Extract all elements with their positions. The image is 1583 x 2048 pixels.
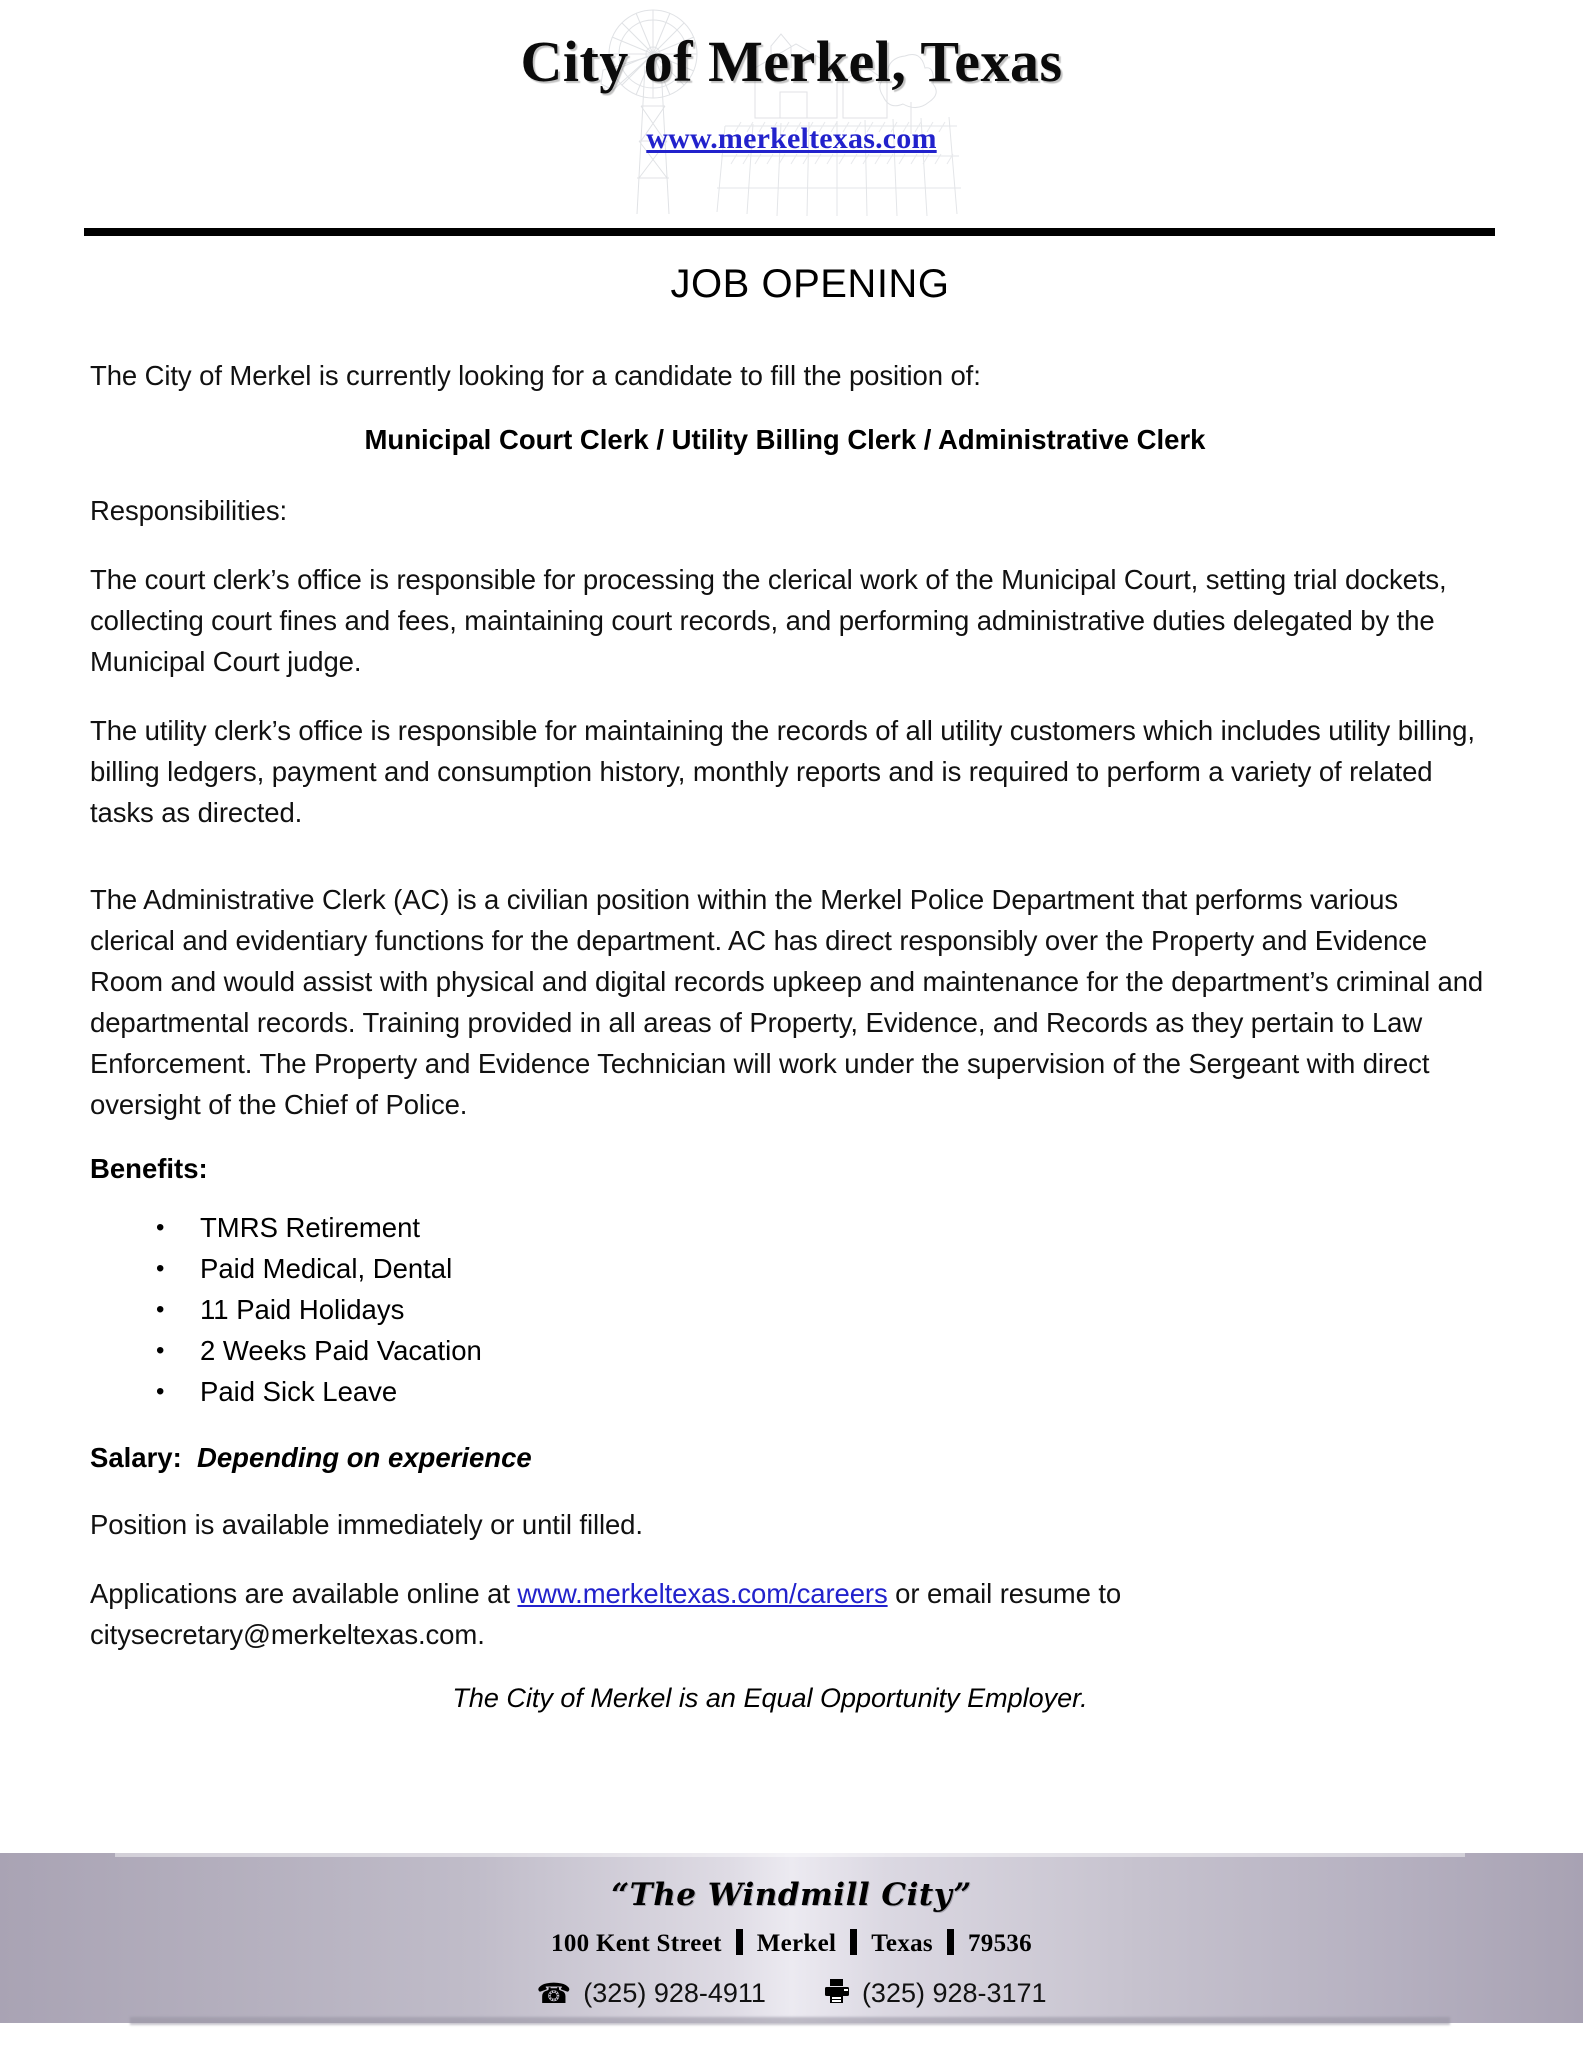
list-item bbox=[138, 1371, 1490, 1412]
fax-contact bbox=[824, 1978, 1047, 2009]
utility-clerk-paragraph: The utility clerk’s office is responsible for maintaining the records of all utility customers which includes utility billing, billing ledgers, payment and consumption history, monthly reports and is required to perform a variety of related tasks as directed. bbox=[90, 715, 1475, 828]
list-item bbox=[138, 1330, 1490, 1371]
applications-suffix: or email resume to citysecretary@merkeltexas.com. bbox=[90, 1578, 1122, 1650]
footer-bottom-shadow bbox=[130, 2017, 1450, 2025]
bullet-icon: • bbox=[156, 1337, 165, 1364]
benefits-list bbox=[90, 1207, 1490, 1412]
admin-clerk-paragraph: The Administrative Clerk (AC) is a civilian position within the Merkel Police Department that performs various clerical and evidentiary functions for the department. AC has direct responsibly over the Property and Evidence Room and would assist with physical and digital records upkeep and maintenance for the department’s criminal and departmental records. Training provided in all areas of Property, Evidence, and Records as they pertain to Law Enforcement. The Property and Evidence Technician will work under the supervision of the Sergeant with direct oversight of the Chief of Police. bbox=[90, 884, 1484, 1120]
footer-content bbox=[0, 1853, 1583, 2009]
bullet-icon: • bbox=[156, 1378, 165, 1405]
address-separator-icon bbox=[736, 1929, 743, 1955]
document-body bbox=[90, 262, 1490, 1714]
availability-paragraph: Position is available immediately or until filled. bbox=[90, 1509, 643, 1540]
address-street: 100 Kent Street bbox=[551, 1930, 722, 1957]
court-clerk-paragraph: The court clerk’s office is responsible for processing the clerical work of the Municipal Court, setting trial dockets, collecting court fines and fees, maintaining court records, and performing administrative duties delegated by the Municipal Court judge. bbox=[90, 564, 1447, 677]
address-state: Texas bbox=[871, 1930, 933, 1957]
header-divider-rule bbox=[84, 228, 1495, 236]
fax-icon bbox=[824, 1978, 850, 2009]
careers-link[interactable]: www.merkeltexas.com/careers bbox=[517, 1578, 888, 1609]
intro-paragraph: The City of Merkel is currently looking for a candidate to fill the position of: bbox=[90, 360, 981, 391]
address-zip: 79536 bbox=[967, 1930, 1032, 1957]
applications-prefix: Applications are available online at bbox=[90, 1578, 518, 1609]
phone-contact bbox=[536, 1978, 766, 2009]
bullet-icon: • bbox=[156, 1214, 165, 1241]
position-title: Municipal Court Clerk / Utility Billing Clerk / Administrative Clerk bbox=[364, 424, 1206, 455]
footer-contact-row bbox=[0, 1978, 1583, 2009]
document-header bbox=[0, 0, 1583, 225]
bullet-icon: • bbox=[156, 1296, 165, 1323]
salary-label: Salary: bbox=[90, 1442, 182, 1473]
list-item-label: TMRS Retirement bbox=[200, 1212, 421, 1243]
city-address bbox=[0, 1929, 1583, 1958]
list-item-label: Paid Sick Leave bbox=[200, 1376, 398, 1407]
telephone-icon: ☎ bbox=[536, 1977, 572, 2009]
page-title: JOB OPENING bbox=[670, 262, 950, 306]
applications-paragraph bbox=[90, 1573, 1490, 1655]
bullet-icon: • bbox=[156, 1255, 165, 1282]
address-separator-icon bbox=[947, 1929, 954, 1955]
list-item-label: 2 Weeks Paid Vacation bbox=[200, 1335, 482, 1366]
city-slogan: “The Windmill City” bbox=[611, 1877, 972, 1913]
responsibilities-label: Responsibilities: bbox=[90, 495, 288, 526]
list-item bbox=[138, 1248, 1490, 1289]
city-website-link[interactable]: www.merkeltexas.com bbox=[646, 122, 937, 155]
list-item-label: Paid Medical, Dental bbox=[200, 1253, 453, 1284]
document-footer bbox=[0, 1853, 1583, 2036]
list-item-label: 11 Paid Holidays bbox=[200, 1294, 405, 1325]
city-website-link-wrap bbox=[0, 122, 1583, 156]
benefits-heading: Benefits: bbox=[90, 1153, 208, 1184]
address-city: Merkel bbox=[756, 1930, 837, 1957]
phone-number: (325) 928-4911 bbox=[583, 1978, 766, 2008]
salary-value: Depending on experience bbox=[197, 1442, 532, 1473]
list-item bbox=[138, 1207, 1490, 1248]
list-item bbox=[138, 1289, 1490, 1330]
address-separator-icon bbox=[850, 1929, 857, 1955]
salary-line bbox=[90, 1442, 1490, 1474]
equal-opportunity-statement: The City of Merkel is an Equal Opportunity Employer. bbox=[452, 1683, 1088, 1713]
city-title: City of Merkel, Texas bbox=[520, 29, 1063, 94]
fax-number: (325) 928-3171 bbox=[861, 1978, 1047, 2008]
